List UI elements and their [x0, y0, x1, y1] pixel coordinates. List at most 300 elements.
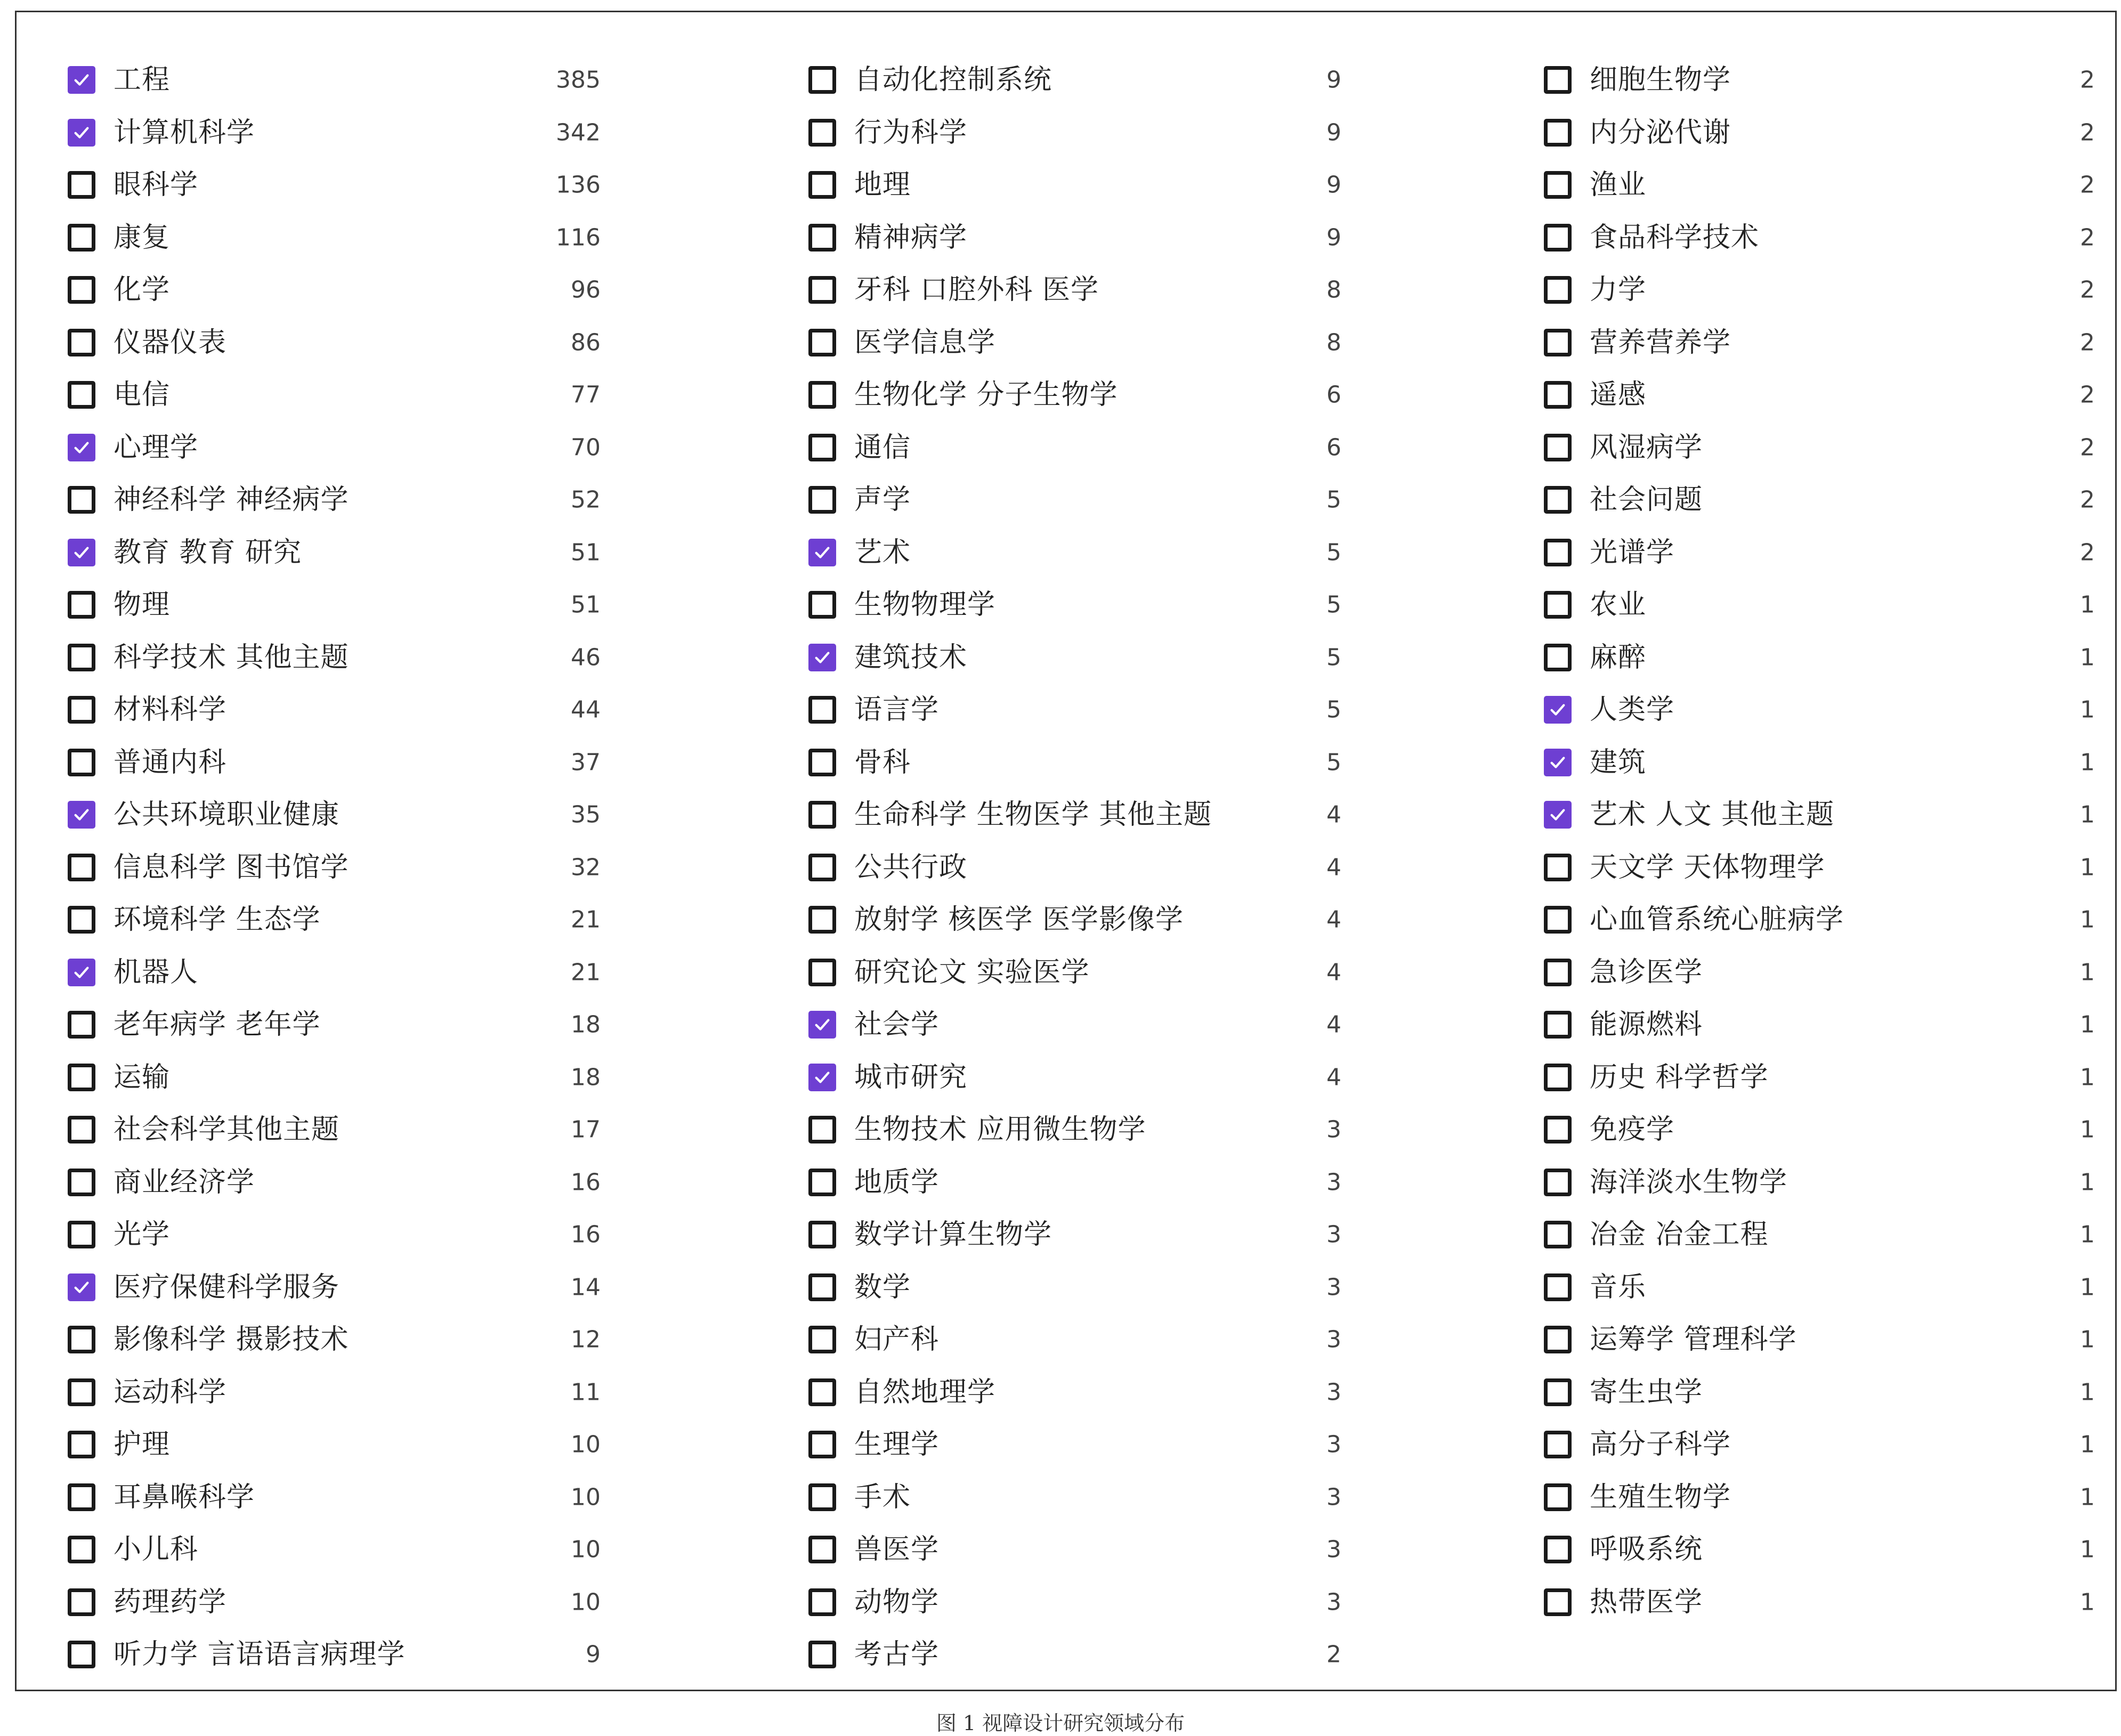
- filter-option-count: 4: [1326, 959, 1341, 986]
- filter-option-label: 热带医学: [1590, 1586, 1703, 1618]
- checkbox-unchecked[interactable]: [808, 1273, 836, 1301]
- checkbox-unchecked[interactable]: [1544, 171, 1572, 199]
- filter-option-count: 2: [2080, 119, 2095, 147]
- filter-option[interactable]: [1544, 369, 2095, 421]
- checkbox-unchecked[interactable]: [808, 1169, 836, 1196]
- checkbox-checked[interactable]: [68, 539, 95, 566]
- filter-option[interactable]: [808, 54, 1341, 107]
- filter-option[interactable]: [68, 1366, 601, 1419]
- filter-option-count: 21: [571, 959, 601, 986]
- filter-option[interactable]: [808, 1523, 1341, 1576]
- checkmark-icon: [1549, 806, 1567, 824]
- filter-option[interactable]: [1544, 894, 2095, 946]
- filter-option[interactable]: [808, 1628, 1341, 1681]
- filter-option[interactable]: [68, 421, 601, 474]
- checkbox-unchecked[interactable]: [68, 329, 95, 356]
- filter-option-count: 3: [1326, 1273, 1341, 1301]
- filter-option-label: 眼科学: [114, 169, 199, 201]
- filter-option-count: 1: [2080, 591, 2095, 619]
- checkbox-unchecked[interactable]: [808, 1483, 836, 1511]
- checkbox-unchecked[interactable]: [808, 749, 836, 776]
- filter-option-label: 艺术: [854, 536, 911, 569]
- filter-option-count: 18: [571, 1011, 601, 1039]
- checkbox-unchecked[interactable]: [1544, 644, 1572, 671]
- filter-option-label: 人类学: [1590, 694, 1675, 726]
- filter-option-label: 听力学 言语语言病理学: [114, 1638, 406, 1671]
- filter-option-count: 2: [2080, 276, 2095, 304]
- filter-option[interactable]: [808, 474, 1341, 526]
- filter-option-count: 1: [2080, 854, 2095, 881]
- filter-option-count: 1: [2080, 1116, 2095, 1143]
- filter-option-label: 历史 科学哲学: [1590, 1061, 1769, 1093]
- filter-option[interactable]: [68, 474, 601, 526]
- filter-option-count: 5: [1326, 486, 1341, 514]
- filter-option-label: 生理学: [854, 1429, 940, 1461]
- filter-option[interactable]: [68, 736, 601, 789]
- checkbox-unchecked[interactable]: [68, 644, 95, 671]
- filter-option-count: 2: [2080, 539, 2095, 566]
- checkbox-unchecked[interactable]: [68, 1011, 95, 1039]
- checkbox-unchecked[interactable]: [1544, 1116, 1572, 1143]
- filter-option[interactable]: [1544, 999, 2095, 1051]
- filter-option[interactable]: [1544, 526, 2095, 579]
- checkbox-unchecked[interactable]: [808, 171, 836, 199]
- filter-option[interactable]: [808, 736, 1341, 789]
- checkmark-icon: [1549, 753, 1567, 772]
- filter-option-count: 1: [2080, 1064, 2095, 1091]
- filter-option[interactable]: [808, 684, 1341, 736]
- filter-option-label: 运筹学 管理科学: [1590, 1324, 1797, 1356]
- filter-option-count: 3: [1326, 1326, 1341, 1353]
- filter-option[interactable]: [1544, 1418, 2095, 1471]
- checkbox-unchecked[interactable]: [68, 1641, 95, 1668]
- filter-option[interactable]: [68, 526, 601, 579]
- filter-option-label: 计算机科学: [114, 116, 255, 149]
- checkbox-unchecked[interactable]: [808, 1116, 836, 1143]
- checkbox-unchecked[interactable]: [1544, 854, 1572, 881]
- filter-option[interactable]: [68, 1313, 601, 1366]
- filter-option-count: 3: [1326, 1221, 1341, 1248]
- filter-option-count: 77: [571, 381, 601, 409]
- filter-option[interactable]: [1544, 1471, 2095, 1524]
- checkbox-unchecked[interactable]: [808, 1641, 836, 1668]
- checkbox-unchecked[interactable]: [68, 1221, 95, 1248]
- filter-option[interactable]: [1544, 1523, 2095, 1576]
- checkbox-unchecked[interactable]: [808, 1588, 836, 1616]
- filter-option[interactable]: [808, 579, 1341, 631]
- filter-option[interactable]: [808, 526, 1341, 579]
- filter-option-label: 社会学: [854, 1009, 940, 1041]
- checkbox-unchecked[interactable]: [808, 119, 836, 147]
- checkmark-icon: [72, 543, 91, 562]
- filter-option[interactable]: [68, 946, 601, 999]
- filter-option-count: 10: [571, 1588, 601, 1616]
- filter-option-label: 动物学: [854, 1586, 940, 1618]
- filter-option-count: 2: [2080, 224, 2095, 252]
- filter-option-label: 麻醉: [1590, 641, 1647, 674]
- filter-option-label: 细胞生物学: [1590, 64, 1731, 96]
- filter-option-label: 骨科: [854, 746, 911, 778]
- figure-caption: 图 1 视障设计研究领域分布: [936, 1711, 1185, 1735]
- checkbox-unchecked[interactable]: [1544, 276, 1572, 304]
- checkbox-unchecked[interactable]: [68, 696, 95, 724]
- filter-option[interactable]: [1544, 1051, 2095, 1104]
- filter-option-label: 信息科学 图书馆学: [114, 851, 349, 883]
- filter-option[interactable]: [68, 1261, 601, 1314]
- filter-option[interactable]: [68, 159, 601, 212]
- filter-option[interactable]: [68, 841, 601, 894]
- checkbox-unchecked[interactable]: [808, 1221, 836, 1248]
- checkbox-unchecked[interactable]: [1544, 1431, 1572, 1458]
- checkbox-unchecked[interactable]: [808, 1326, 836, 1353]
- filter-option[interactable]: [808, 1418, 1341, 1471]
- filter-option-count: 136: [556, 171, 601, 199]
- filter-option[interactable]: [1544, 474, 2095, 526]
- filter-option-count: 3: [1326, 1483, 1341, 1511]
- filter-option-count: 6: [1326, 381, 1341, 409]
- checkbox-unchecked[interactable]: [808, 801, 836, 829]
- checkbox-unchecked[interactable]: [68, 1326, 95, 1353]
- filter-option[interactable]: [68, 999, 601, 1051]
- filter-option-count: 1: [2080, 1011, 2095, 1039]
- checkbox-unchecked[interactable]: [68, 1116, 95, 1143]
- filter-option[interactable]: [68, 1156, 601, 1209]
- filter-option-label: 商业经济学: [114, 1166, 255, 1198]
- checkbox-unchecked[interactable]: [808, 224, 836, 252]
- filter-option[interactable]: [808, 1156, 1341, 1209]
- checkbox-unchecked[interactable]: [808, 276, 836, 304]
- filter-option[interactable]: [68, 317, 601, 369]
- filter-option-label: 地理: [854, 169, 911, 201]
- filter-option-label: 神经科学 神经病学: [114, 484, 349, 516]
- filter-option[interactable]: [808, 999, 1341, 1051]
- filter-option[interactable]: [808, 1261, 1341, 1314]
- filter-option[interactable]: [808, 264, 1341, 317]
- filter-option[interactable]: [808, 631, 1341, 684]
- filter-option-label: 康复: [114, 221, 171, 254]
- checkbox-checked[interactable]: [68, 959, 95, 986]
- filter-option[interactable]: [808, 789, 1341, 841]
- filter-option-count: 4: [1326, 906, 1341, 934]
- checkbox-unchecked[interactable]: [68, 1378, 95, 1406]
- checkmark-icon: [72, 806, 91, 824]
- filter-option-count: 21: [571, 906, 601, 934]
- checkbox-unchecked[interactable]: [1544, 224, 1572, 252]
- checkbox-unchecked[interactable]: [1544, 486, 1572, 514]
- filter-option-label: 牙科 口腔外科 医学: [854, 274, 1099, 306]
- filter-option-count: 5: [1326, 749, 1341, 776]
- filter-option[interactable]: [68, 54, 601, 107]
- checkbox-unchecked[interactable]: [1544, 1536, 1572, 1563]
- checkmark-icon: [813, 648, 831, 667]
- filter-option-label: 光学: [114, 1219, 171, 1251]
- checkbox-checked[interactable]: [68, 434, 95, 461]
- checkbox-unchecked[interactable]: [1544, 1483, 1572, 1511]
- filter-option-count: 1: [2080, 1378, 2095, 1406]
- filter-option-count: 1: [2080, 644, 2095, 671]
- checkbox-checked[interactable]: [1544, 749, 1572, 776]
- filter-option[interactable]: [1544, 684, 2095, 736]
- filter-option[interactable]: [68, 1208, 601, 1261]
- checkbox-unchecked[interactable]: [1544, 1326, 1572, 1353]
- filter-option[interactable]: [1544, 1104, 2095, 1156]
- filter-option[interactable]: [68, 107, 601, 159]
- checkbox-unchecked[interactable]: [1544, 1011, 1572, 1039]
- filter-option[interactable]: [1544, 1208, 2095, 1261]
- filter-option-label: 机器人: [114, 956, 199, 988]
- checkbox-unchecked[interactable]: [68, 1431, 95, 1458]
- checkbox-unchecked[interactable]: [1544, 1378, 1572, 1406]
- filter-option-count: 17: [571, 1116, 601, 1143]
- checkbox-checked[interactable]: [808, 644, 836, 671]
- filter-option-label: 考古学: [854, 1638, 940, 1671]
- filter-option-label: 遥感: [1590, 379, 1647, 411]
- filter-option-label: 老年病学 老年学: [114, 1009, 321, 1041]
- filter-option[interactable]: [1544, 159, 2095, 212]
- checkbox-unchecked[interactable]: [68, 1064, 95, 1091]
- checkbox-unchecked[interactable]: [808, 906, 836, 934]
- checkmark-icon: [72, 439, 91, 457]
- checkbox-unchecked[interactable]: [68, 591, 95, 619]
- filter-option-label: 教育 教育 研究: [114, 536, 302, 569]
- filter-option-label: 营养营养学: [1590, 326, 1731, 359]
- checkmark-icon: [72, 124, 91, 142]
- filter-option[interactable]: [68, 1628, 601, 1681]
- filter-option[interactable]: [68, 789, 601, 841]
- filter-option[interactable]: [1544, 631, 2095, 684]
- filter-option-label: 冶金 冶金工程: [1590, 1219, 1769, 1251]
- filter-option[interactable]: [808, 1576, 1341, 1629]
- filter-option[interactable]: [808, 946, 1341, 999]
- filter-option[interactable]: [808, 107, 1341, 159]
- filter-option-count: 35: [571, 801, 601, 829]
- filter-option-label: 心血管系统心脏病学: [1590, 904, 1844, 936]
- filter-option-label: 耳鼻喉科学: [114, 1481, 255, 1513]
- filter-option-label: 城市研究: [854, 1061, 968, 1093]
- filter-option-label: 科学技术 其他主题: [114, 641, 349, 674]
- checkbox-unchecked[interactable]: [68, 854, 95, 881]
- checkbox-unchecked[interactable]: [1544, 119, 1572, 147]
- checkmark-icon: [813, 1016, 831, 1034]
- checkmark-icon: [813, 543, 831, 562]
- checkbox-checked[interactable]: [808, 1011, 836, 1039]
- filter-option-count: 46: [571, 644, 601, 671]
- filter-option-label: 运动科学: [114, 1376, 227, 1408]
- filter-option-label: 普通内科: [114, 746, 227, 778]
- filter-option[interactable]: [808, 1051, 1341, 1104]
- checkbox-unchecked[interactable]: [68, 486, 95, 514]
- filter-option-count: 1: [2080, 1326, 2095, 1353]
- filter-option[interactable]: [1544, 579, 2095, 631]
- filter-option[interactable]: [1544, 54, 2095, 107]
- filter-option[interactable]: [1544, 789, 2095, 841]
- filter-option[interactable]: [808, 212, 1341, 264]
- checkbox-checked[interactable]: [808, 1064, 836, 1091]
- filter-option-count: 2: [2080, 486, 2095, 514]
- checkbox-unchecked[interactable]: [68, 906, 95, 934]
- checkbox-unchecked[interactable]: [808, 854, 836, 881]
- filter-option[interactable]: [808, 159, 1341, 212]
- filter-option[interactable]: [1544, 421, 2095, 474]
- checkbox-unchecked[interactable]: [68, 381, 95, 409]
- filter-option-count: 11: [571, 1378, 601, 1406]
- filter-option[interactable]: [1544, 1313, 2095, 1366]
- filter-option[interactable]: [68, 579, 601, 631]
- filter-option[interactable]: [808, 841, 1341, 894]
- filter-option-label: 呼吸系统: [1590, 1534, 1703, 1566]
- checkbox-unchecked[interactable]: [1544, 1221, 1572, 1248]
- filter-option-label: 材料科学: [114, 694, 227, 726]
- filter-option-label: 仪器仪表: [114, 326, 227, 359]
- filter-option-label: 农业: [1590, 589, 1647, 621]
- filter-option-count: 1: [2080, 959, 2095, 986]
- filter-option-label: 工程: [114, 64, 171, 96]
- filter-option[interactable]: [68, 684, 601, 736]
- checkbox-checked[interactable]: [1544, 696, 1572, 724]
- checkbox-unchecked[interactable]: [808, 486, 836, 514]
- research-field-filter-panel: [15, 11, 2117, 1691]
- filter-option-count: 2: [2080, 66, 2095, 94]
- filter-option-label: 护理: [114, 1429, 171, 1461]
- filter-option[interactable]: [808, 894, 1341, 946]
- filter-option-label: 数学: [854, 1271, 911, 1303]
- filter-option[interactable]: [1544, 107, 2095, 159]
- checkbox-unchecked[interactable]: [1544, 1273, 1572, 1301]
- filter-option[interactable]: [808, 1313, 1341, 1366]
- filter-option-label: 行为科学: [854, 116, 968, 149]
- filter-option-label: 手术: [854, 1481, 911, 1513]
- filter-option-label: 精神病学: [854, 221, 968, 254]
- checkbox-checked[interactable]: [68, 1273, 95, 1301]
- checkmark-icon: [72, 71, 91, 89]
- checkbox-unchecked[interactable]: [1544, 906, 1572, 934]
- checkbox-unchecked[interactable]: [1544, 1064, 1572, 1091]
- filter-option-label: 数学计算生物学: [854, 1219, 1053, 1251]
- checkbox-checked[interactable]: [1544, 801, 1572, 829]
- checkbox-checked[interactable]: [68, 119, 95, 147]
- filter-option[interactable]: [68, 894, 601, 946]
- checkbox-unchecked[interactable]: [1544, 591, 1572, 619]
- checkbox-unchecked[interactable]: [808, 959, 836, 986]
- filter-option-count: 96: [571, 276, 601, 304]
- filter-option-count: 4: [1326, 801, 1341, 829]
- filter-option[interactable]: [808, 317, 1341, 369]
- filter-option[interactable]: [68, 1418, 601, 1471]
- checkbox-unchecked[interactable]: [1544, 434, 1572, 461]
- filter-option[interactable]: [808, 1104, 1341, 1156]
- filter-option-count: 3: [1326, 1169, 1341, 1196]
- filter-option[interactable]: [1544, 264, 2095, 317]
- checkbox-unchecked[interactable]: [808, 1431, 836, 1458]
- checkbox-unchecked[interactable]: [1544, 66, 1572, 94]
- filter-option-label: 公共环境职业健康: [114, 799, 340, 831]
- checkbox-checked[interactable]: [68, 66, 95, 94]
- checkbox-unchecked[interactable]: [808, 696, 836, 724]
- filter-option-count: 3: [1326, 1378, 1341, 1406]
- checkbox-unchecked[interactable]: [68, 749, 95, 776]
- filter-option-count: 1: [2080, 1169, 2095, 1196]
- filter-option[interactable]: [1544, 736, 2095, 789]
- filter-option[interactable]: [68, 264, 601, 317]
- checkbox-unchecked[interactable]: [1544, 959, 1572, 986]
- filter-option[interactable]: [1544, 1261, 2095, 1314]
- checkbox-unchecked[interactable]: [808, 1536, 836, 1563]
- filter-option-count: 3: [1326, 1588, 1341, 1616]
- filter-option[interactable]: [68, 369, 601, 421]
- filter-option-label: 社会问题: [1590, 484, 1703, 516]
- filter-option[interactable]: [1544, 1576, 2095, 1629]
- checkbox-checked[interactable]: [68, 801, 95, 829]
- filter-option-label: 寄生虫学: [1590, 1376, 1703, 1408]
- checkmark-icon: [1549, 701, 1567, 719]
- filter-option[interactable]: [68, 1576, 601, 1629]
- filter-option-count: 1: [2080, 1588, 2095, 1616]
- filter-option[interactable]: [68, 631, 601, 684]
- checkbox-unchecked[interactable]: [68, 171, 95, 199]
- filter-option-count: 8: [1326, 276, 1341, 304]
- filter-option-count: 2: [2080, 171, 2095, 199]
- filter-option[interactable]: [1544, 946, 2095, 999]
- checkbox-unchecked[interactable]: [1544, 329, 1572, 356]
- checkbox-unchecked[interactable]: [68, 224, 95, 252]
- checkbox-unchecked[interactable]: [68, 276, 95, 304]
- filter-option[interactable]: [1544, 1366, 2095, 1419]
- filter-option-label: 免疫学: [1590, 1114, 1675, 1146]
- filter-option-label: 医疗保健科学服务: [114, 1271, 340, 1303]
- filter-option[interactable]: [808, 1471, 1341, 1524]
- filter-option[interactable]: [68, 1523, 601, 1576]
- filter-option[interactable]: [1544, 317, 2095, 369]
- checkbox-unchecked[interactable]: [1544, 1169, 1572, 1196]
- filter-option[interactable]: [1544, 212, 2095, 264]
- filter-option[interactable]: [68, 1104, 601, 1156]
- filter-option[interactable]: [808, 1366, 1341, 1419]
- checkbox-unchecked[interactable]: [808, 1378, 836, 1406]
- filter-option-count: 2: [2080, 329, 2095, 356]
- checkbox-unchecked[interactable]: [808, 434, 836, 461]
- checkbox-unchecked[interactable]: [68, 1588, 95, 1616]
- filter-option-label: 内分泌代谢: [1590, 116, 1731, 149]
- filter-option-label: 生命科学 生物医学 其他主题: [854, 799, 1212, 831]
- filter-option-label: 影像科学 摄影技术: [114, 1324, 349, 1356]
- filter-option[interactable]: [68, 212, 601, 264]
- checkbox-unchecked[interactable]: [1544, 381, 1572, 409]
- filter-option[interactable]: [808, 421, 1341, 474]
- checkbox-unchecked[interactable]: [68, 1169, 95, 1196]
- checkbox-checked[interactable]: [808, 539, 836, 566]
- filter-option-count: 342: [556, 119, 601, 147]
- filter-option[interactable]: [1544, 1156, 2095, 1209]
- checkbox-unchecked[interactable]: [1544, 539, 1572, 566]
- filter-option-count: 10: [571, 1431, 601, 1458]
- checkbox-unchecked[interactable]: [808, 329, 836, 356]
- checkbox-unchecked[interactable]: [68, 1483, 95, 1511]
- filter-option-label: 电信: [114, 379, 171, 411]
- filter-option-label: 医学信息学: [854, 326, 996, 359]
- checkbox-unchecked[interactable]: [1544, 1588, 1572, 1616]
- filter-option[interactable]: [68, 1051, 601, 1104]
- filter-option-count: 9: [1326, 119, 1341, 147]
- checkbox-unchecked[interactable]: [808, 591, 836, 619]
- filter-option[interactable]: [808, 1208, 1341, 1261]
- checkbox-unchecked[interactable]: [68, 1536, 95, 1563]
- filter-option[interactable]: [808, 369, 1341, 421]
- filter-option[interactable]: [68, 1471, 601, 1524]
- checkbox-unchecked[interactable]: [808, 381, 836, 409]
- filter-option-label: 建筑技术: [854, 641, 968, 674]
- checkbox-unchecked[interactable]: [808, 66, 836, 94]
- filter-option[interactable]: [1544, 841, 2095, 894]
